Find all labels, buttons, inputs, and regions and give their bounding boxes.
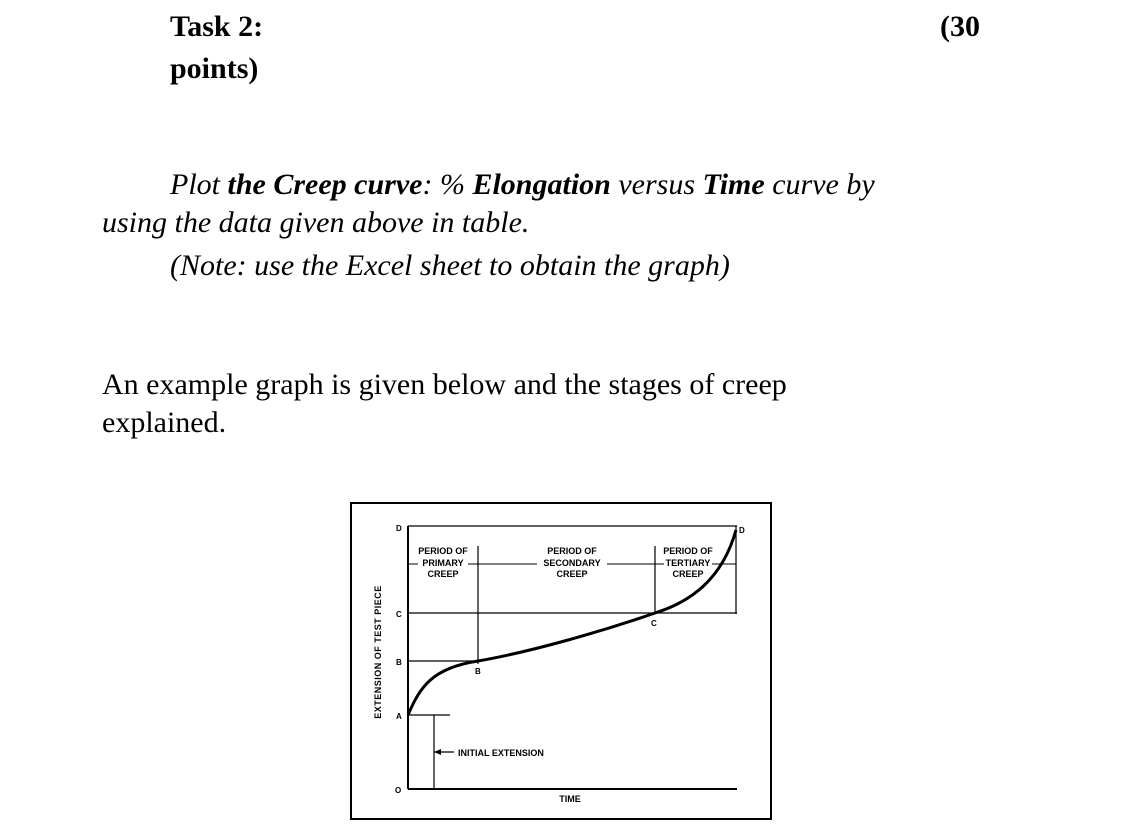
tertiary-line-2: TERTIARY (665, 558, 711, 568)
task-points-open: (30 (940, 10, 980, 43)
curve-label-d: D (739, 526, 745, 535)
axis-label-b: B (396, 658, 402, 667)
example-line-2: explained. (102, 406, 227, 439)
instruction-emphasis: Elongation (472, 168, 611, 201)
curve-label-c: C (651, 619, 657, 628)
x-axis-label: TIME (559, 794, 581, 804)
initial-extension-label: INITIAL EXTENSION (458, 748, 544, 758)
tertiary-line-3: CREEP (672, 569, 704, 579)
instruction-text: curve by (764, 168, 875, 201)
example-line-1: An example graph is given below and the stages of creep (102, 368, 787, 401)
creep-curve-figure (350, 502, 772, 820)
primary-line-2: PRIMARY (422, 558, 464, 568)
axis-label-c: C (396, 610, 402, 619)
creep-curve-svg (350, 502, 772, 820)
secondary-line-3: CREEP (556, 569, 588, 579)
task-points-close: points) (170, 52, 259, 85)
axis-label-a: A (396, 712, 402, 721)
instruction-text: versus (610, 168, 703, 201)
tertiary-line-1: PERIOD OF (663, 546, 713, 556)
curve-label-b: B (475, 667, 481, 676)
instruction-line-1 (170, 166, 875, 204)
instruction-text: : % (422, 168, 473, 201)
instruction-text: Plot (170, 168, 228, 201)
primary-line-1: PERIOD OF (418, 546, 468, 556)
primary-line-3: CREEP (427, 569, 459, 579)
secondary-line-1: PERIOD OF (547, 546, 597, 556)
y-axis-label: EXTENSION OF TEST PIECE (373, 585, 383, 719)
instruction-emphasis: Time (702, 168, 765, 201)
task-title: Task 2: (170, 10, 264, 43)
instruction-emphasis: the Creep curve (227, 168, 423, 201)
axis-label-d: D (396, 524, 402, 533)
axis-label-o: O (395, 786, 402, 795)
instruction-note: (Note: use the Excel sheet to obtain the graph) (170, 249, 730, 282)
instruction-line-2: using the data given above in table. (102, 206, 530, 239)
secondary-line-2: SECONDARY (543, 558, 601, 568)
